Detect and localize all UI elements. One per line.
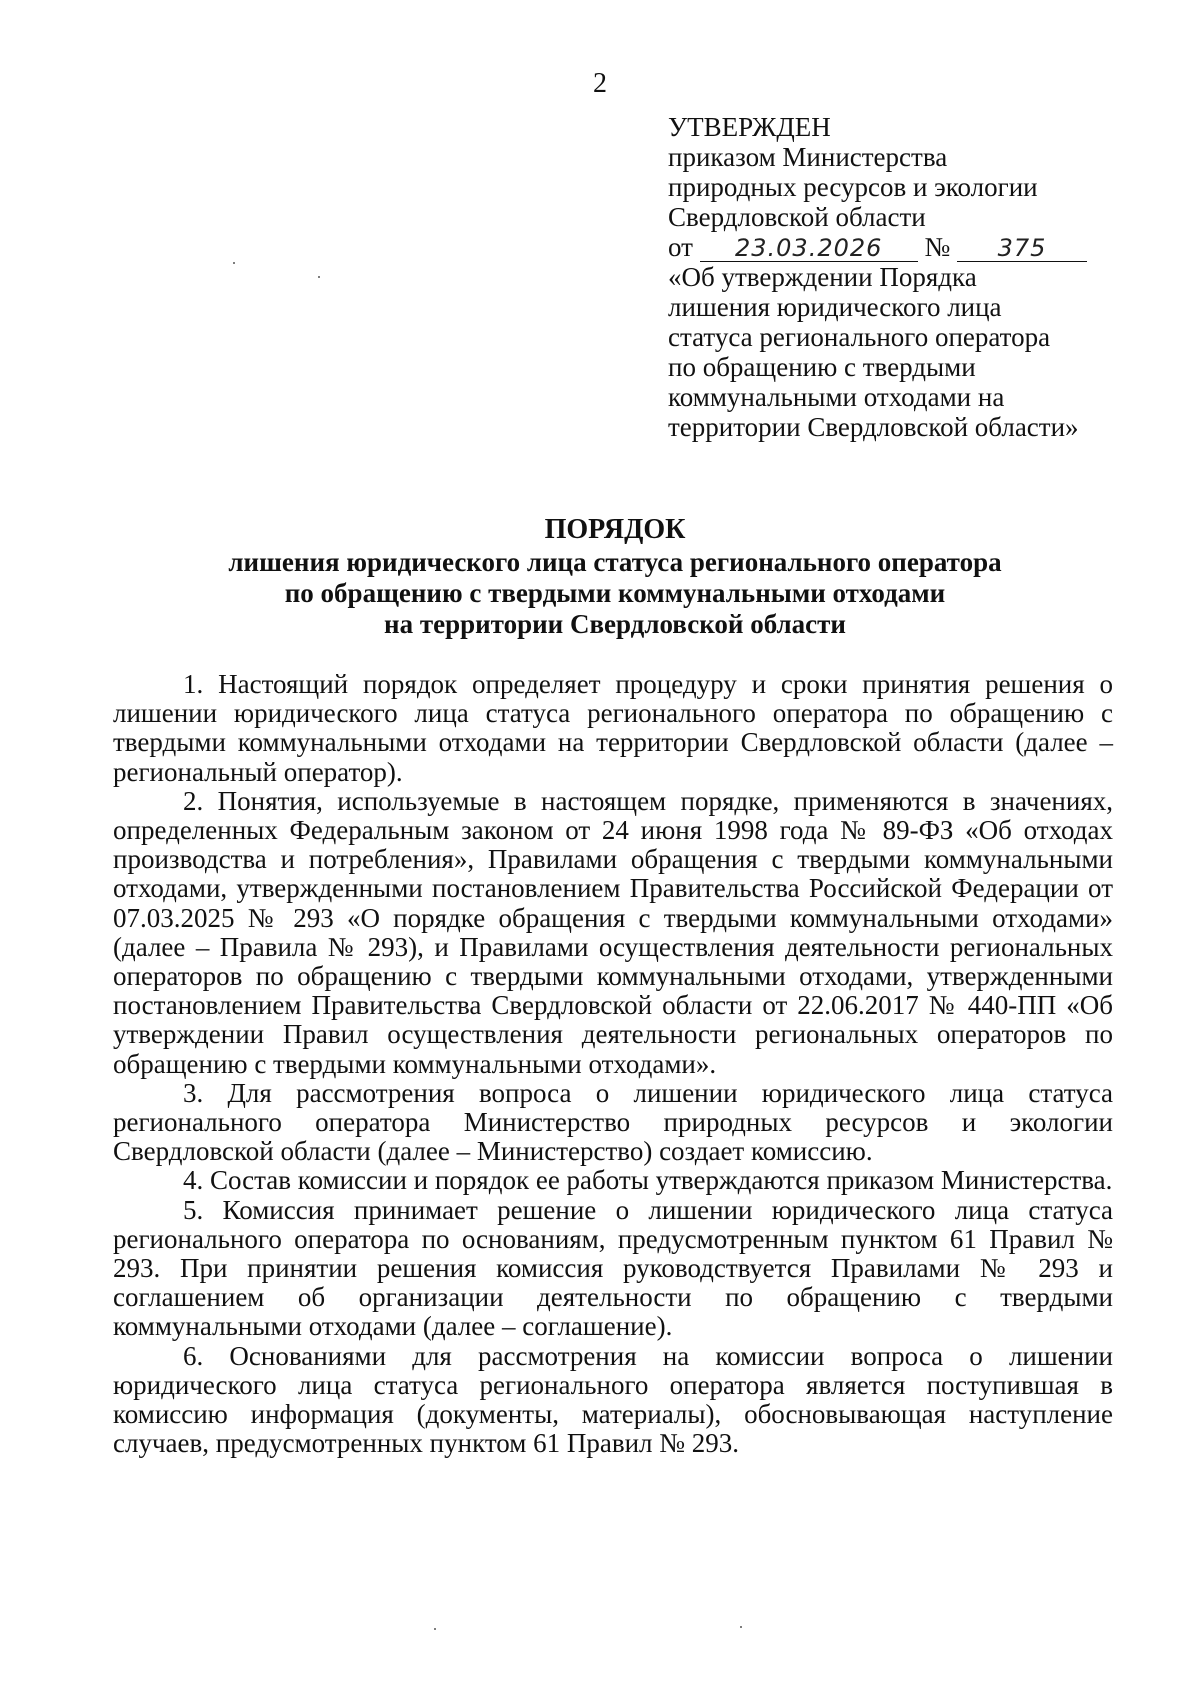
approval-line: приказом Министерства <box>668 142 948 172</box>
order-title-line: коммунальными отходами на <box>668 382 1005 412</box>
document-body <box>113 670 1113 1458</box>
scan-speck <box>434 1628 436 1630</box>
order-title-line: по обращению с твердыми <box>668 352 976 382</box>
approval-date-line <box>668 232 1108 262</box>
approval-line: природных ресурсов и экологии <box>668 172 1038 202</box>
approval-heading: УТВЕРЖДЕН <box>668 112 831 142</box>
paragraph-2: 2. Понятия, используемые в настоящем порядке, применяются в значениях, определенных Федеральным законом от 24 июня 1998 года № 89-ФЗ «Об отходах производства и потребления», Правилами обращения с твердыми коммунальными отходами, утвержденными постановлением Правительства Российской Федерации от 07.03.2025 № 293 «О порядке обращения с твердыми коммунальными отходами» (далее – Правила № 293), и Правилами осуществления деятельности региональных операторов по обращению с твердыми коммунальными отходами, утвержденными постановлением Правительства Свердловской области от 22.06.2017 № 440-ПП «Об утверждении Правил осуществления деятельности региональных операторов по обращению с твердыми коммунальными отходами». <box>113 785 1113 1079</box>
order-title-line: территории Свердловской области» <box>668 412 1079 442</box>
paragraph-4: 4. Состав комиссии и порядок ее работы утверждаются приказом Министерства. <box>183 1165 1113 1196</box>
handwritten-date: 23.03.2026 <box>700 235 918 262</box>
number-sign: № <box>924 232 951 262</box>
page-number: 2 <box>593 68 607 99</box>
paragraph-5: 5. Комиссия принимает решение о лишении юридического лица статуса регионального оператора по основаниям, предусмотренным пунктом 61 Правил № 293. При принятии решения комиссия руководствуется Правилами № 293 и соглашением об организации деятельности по обращению с твердыми коммунальными отходами (далее – соглашение). <box>113 1194 1113 1342</box>
paragraph-1: 1. Настоящий порядок определяет процедуру и сроки принятия решения о лишении юридического лица статуса регионального оператора по обращению с твердыми коммунальными отходами на территории Свердловской области (далее – региональный оператор). <box>113 669 1113 787</box>
paragraph-3: 3. Для рассмотрения вопроса о лишении юридического лица статуса регионального оператора Министерство природных ресурсов и экологии Свердловской области (далее – Министерство) создает комиссию. <box>113 1077 1113 1167</box>
approval-stamp-block <box>668 112 1108 442</box>
paragraph-6: 6. Основаниями для рассмотрения на комиссии вопроса о лишении юридического лица статуса регионального оператора является поступившая в комиссию информация (документы, материалы), обосновывающая наступление случаев, предусмотренных пунктом 61 Правил № 293. <box>113 1340 1113 1459</box>
document-subtitle-line: по обращению с твердыми коммунальными отходами <box>284 578 946 608</box>
order-title-line: «Об утверждении Порядка <box>668 262 977 292</box>
date-prefix: от <box>668 232 693 262</box>
document-title: ПОРЯДОК <box>544 514 686 545</box>
scan-speck <box>318 276 320 278</box>
approval-line: Свердловской области <box>668 202 926 232</box>
scan-speck <box>233 262 235 264</box>
order-title-line: лишения юридического лица <box>668 292 1002 322</box>
order-title-line: статуса регионального оператора <box>668 322 1051 352</box>
document-title-block <box>0 514 1200 640</box>
handwritten-number: 375 <box>957 235 1087 262</box>
document-subtitle-line: на территории Свердловской области <box>384 609 846 639</box>
document-subtitle-line: лишения юридического лица статуса регионального оператора <box>228 547 1002 577</box>
scan-speck <box>740 1626 742 1628</box>
